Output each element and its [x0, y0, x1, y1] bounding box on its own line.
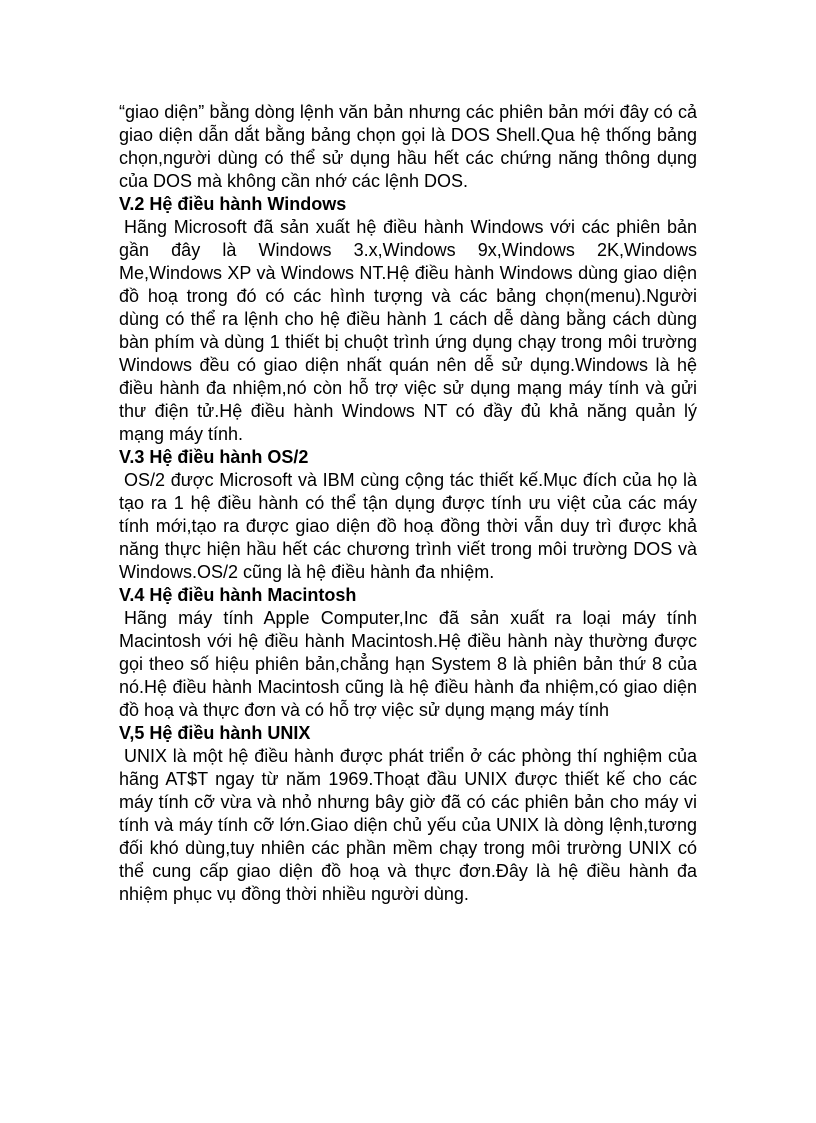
paragraph-unix: UNIX là một hệ điều hành được phát triển ở các phòng thí nghiệm của hãng AT$T ngay từ năm 1969.Thoạt đầu UNIX được thiết kế cho các máy tính cỡ vừa và nhỏ nhưng bây giờ đã có các phiên bản cho máy vi tính và máy tính cỡ lớn.Giao diện chủ yếu của UNIX là dòng lệnh,tương đối khó dùng,tuy nhiên các phần mềm chạy trong môi trường UNIX có thể cung cấp giao diện đồ hoạ và thực đơn.Đây là hệ điều hành đa nhiệm phục vụ đồng thời nhiều người dùng.	[119, 746, 697, 904]
paragraph-windows: Hãng Microsoft đã sản xuất hệ điều hành Windows với các phiên bản gần đây là Windows 3.x,Windows 9x,Windows 2K,Windows Me,Windows XP và Windows NT.Hệ điều hành Windows dùng giao diện đồ hoạ trong đó có các hình tượng và các bảng chọn(menu).Người dùng có thể ra lệnh cho hệ điều hành 1 cách dễ dàng bằng cách dùng bàn phím và dùng 1 thiết bị chuột trình ứng dụng chạy trong môi trường Windows đều có giao diện nhất quán nên dễ sử dụng.Windows là hệ điều hành đa nhiệm,nó còn hỗ trợ việc sử dụng mạng máy tính và gửi thư điện tử.Hệ điều hành Windows NT có đầy đủ khả năng quản lý mạng máy tính.	[119, 217, 697, 444]
document-page	[119, 101, 697, 906]
paragraph-macintosh: Hãng máy tính Apple Computer,Inc đã sản xuất ra loại máy tính Macintosh với hệ điều hành Macintosh.Hệ điều hành này thường được gọi theo số hiệu phiên bản,chẳng hạn System 8 là phiên bản thứ 8 của nó.Hệ điều hành Macintosh cũng là hệ điều hành đa nhiệm,có giao diện đồ hoạ và thực đơn và có hỗ trợ việc sử dụng mạng máy tính	[119, 608, 697, 720]
heading-os2: V.3 Hệ điều hành OS/2	[119, 447, 309, 467]
heading-unix: V,5 Hệ điều hành UNIX	[119, 723, 311, 743]
heading-windows: V.2 Hệ điều hành Windows	[119, 194, 347, 214]
paragraph-os2: OS/2 được Microsoft và IBM cùng cộng tác thiết kế.Mục đích của họ là tạo ra 1 hệ điều hành có thể tận dụng được tính ưu việt của các máy tính mới,tạo ra được giao diện đồ hoạ đồng thời vẫn duy trì được khả năng thực hiện hầu hết các chương trình viết trong môi trường DOS và Windows.OS/2 cũng là hệ điều hành đa nhiệm.	[119, 470, 697, 582]
paragraph-dos-shell: “giao diện” bằng dòng lệnh văn bản nhưng các phiên bản mới đây có cả giao diện dẫn dắt bằng bảng chọn gọi là DOS Shell.Qua hệ thống bảng chọn,người dùng có thể sử dụng hầu hết các chứng năng thông dụng của DOS mà không cần nhớ các lệnh DOS.	[119, 102, 697, 191]
heading-macintosh: V.4 Hệ điều hành Macintosh	[119, 585, 357, 605]
